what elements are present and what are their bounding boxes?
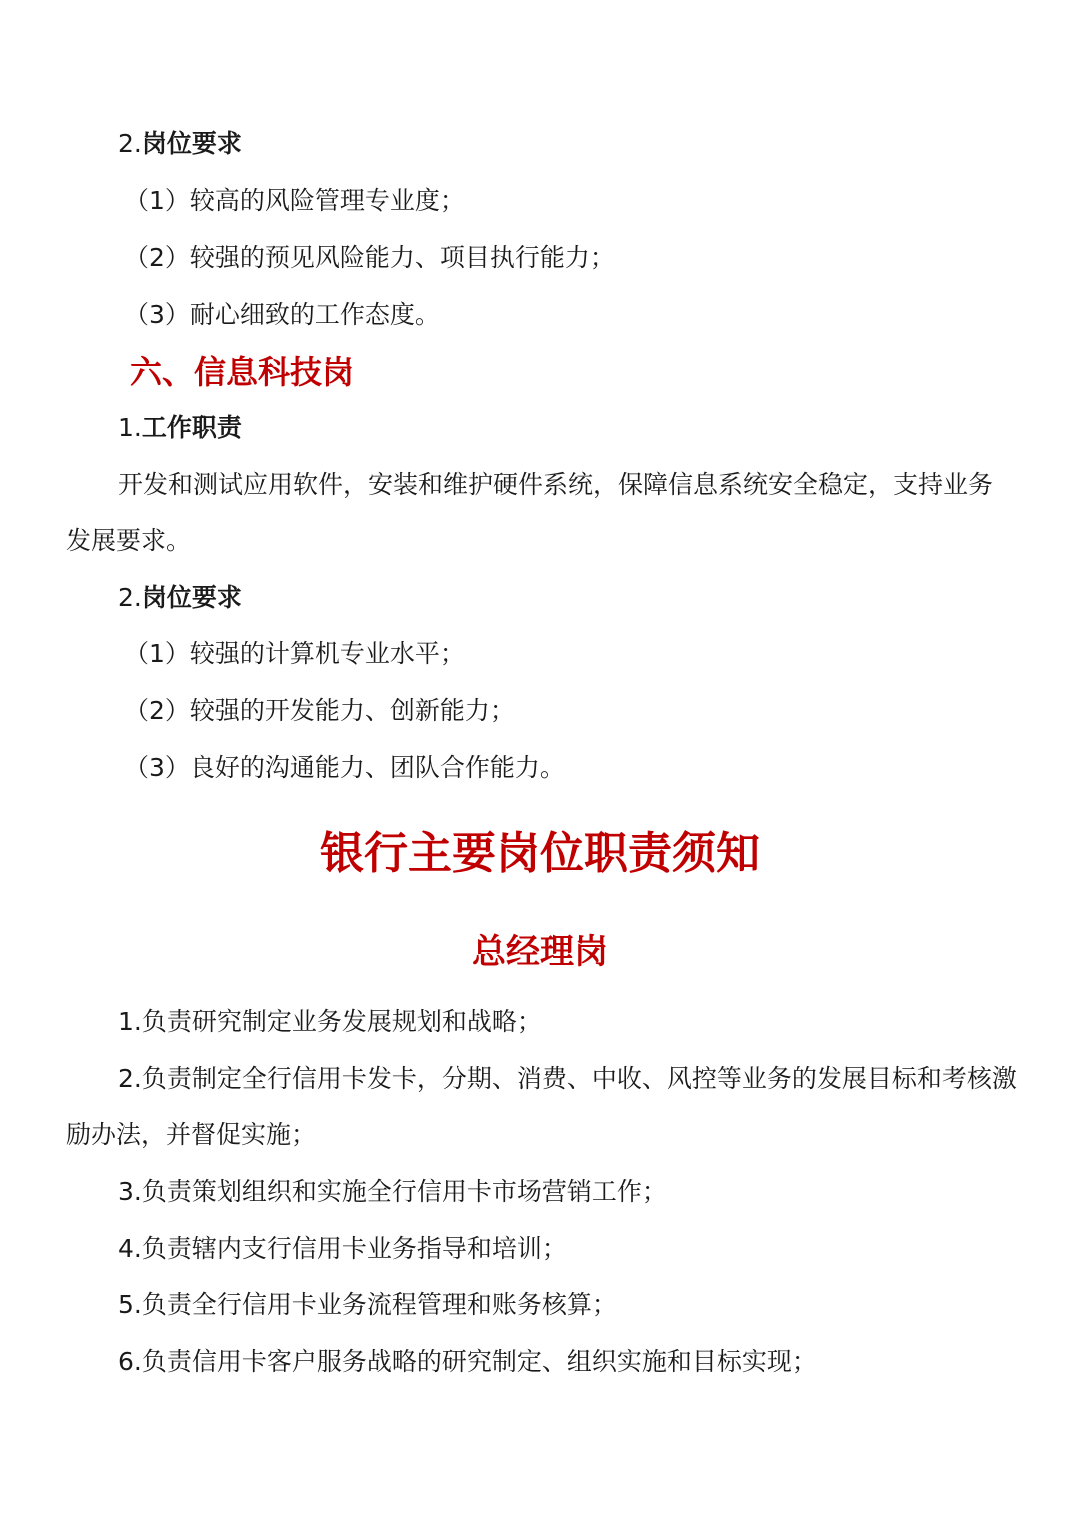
list-item: （3）良好的沟通能力、团队合作能力。 [124, 753, 565, 782]
list-item: 5.负责全行信用卡业务流程管理和账务核算； [118, 1290, 617, 1319]
list-item: 3.负责策划组织和实施全行信用卡市场营销工作； [118, 1177, 667, 1206]
document-title: 银行主要岗位职责须知 [320, 828, 760, 879]
list-item: 励办法，并督促实施； [66, 1120, 317, 1149]
list-item: （1）较高的风险管理专业度； [124, 186, 465, 215]
heading-label: 工作职责 [141, 413, 242, 442]
list-item: 2.负责制定全行信用卡发卡，分期、消费、中收、风控等业务的发展目标和考核激 [118, 1064, 1017, 1093]
requirements-heading [118, 580, 1080, 616]
paragraph-line: 开发和测试应用软件，安装和维护硬件系统，保障信息系统安全稳定，支持业务 [118, 470, 994, 499]
list-item: （2）较强的预见风险能力、项目执行能力； [124, 243, 615, 272]
paragraph-line: 发展要求。 [66, 526, 192, 555]
section-subtitle: 总经理岗 [472, 932, 608, 972]
heading-label: 岗位要求 [141, 583, 242, 612]
list-item: （3）耐心细致的工作态度。 [124, 300, 440, 329]
list-item: 6.负责信用卡客户服务战略的研究制定、组织实施和目标实现； [118, 1347, 817, 1376]
heading-number: 2. [118, 583, 142, 612]
list-item: （2）较强的开发能力、创新能力； [124, 696, 515, 725]
duties-heading [118, 410, 1080, 446]
heading-number: 1. [118, 413, 142, 442]
list-item: 1.负责研究制定业务发展规划和战略； [118, 1007, 542, 1036]
requirements-heading [118, 126, 1080, 162]
heading-label: 岗位要求 [141, 129, 242, 158]
heading-number: 2. [118, 129, 142, 158]
section-title: 六、信息科技岗 [130, 353, 355, 391]
list-item: （1）较强的计算机专业水平； [124, 639, 465, 668]
list-item: 4.负责辖内支行信用卡业务指导和培训； [118, 1234, 567, 1263]
